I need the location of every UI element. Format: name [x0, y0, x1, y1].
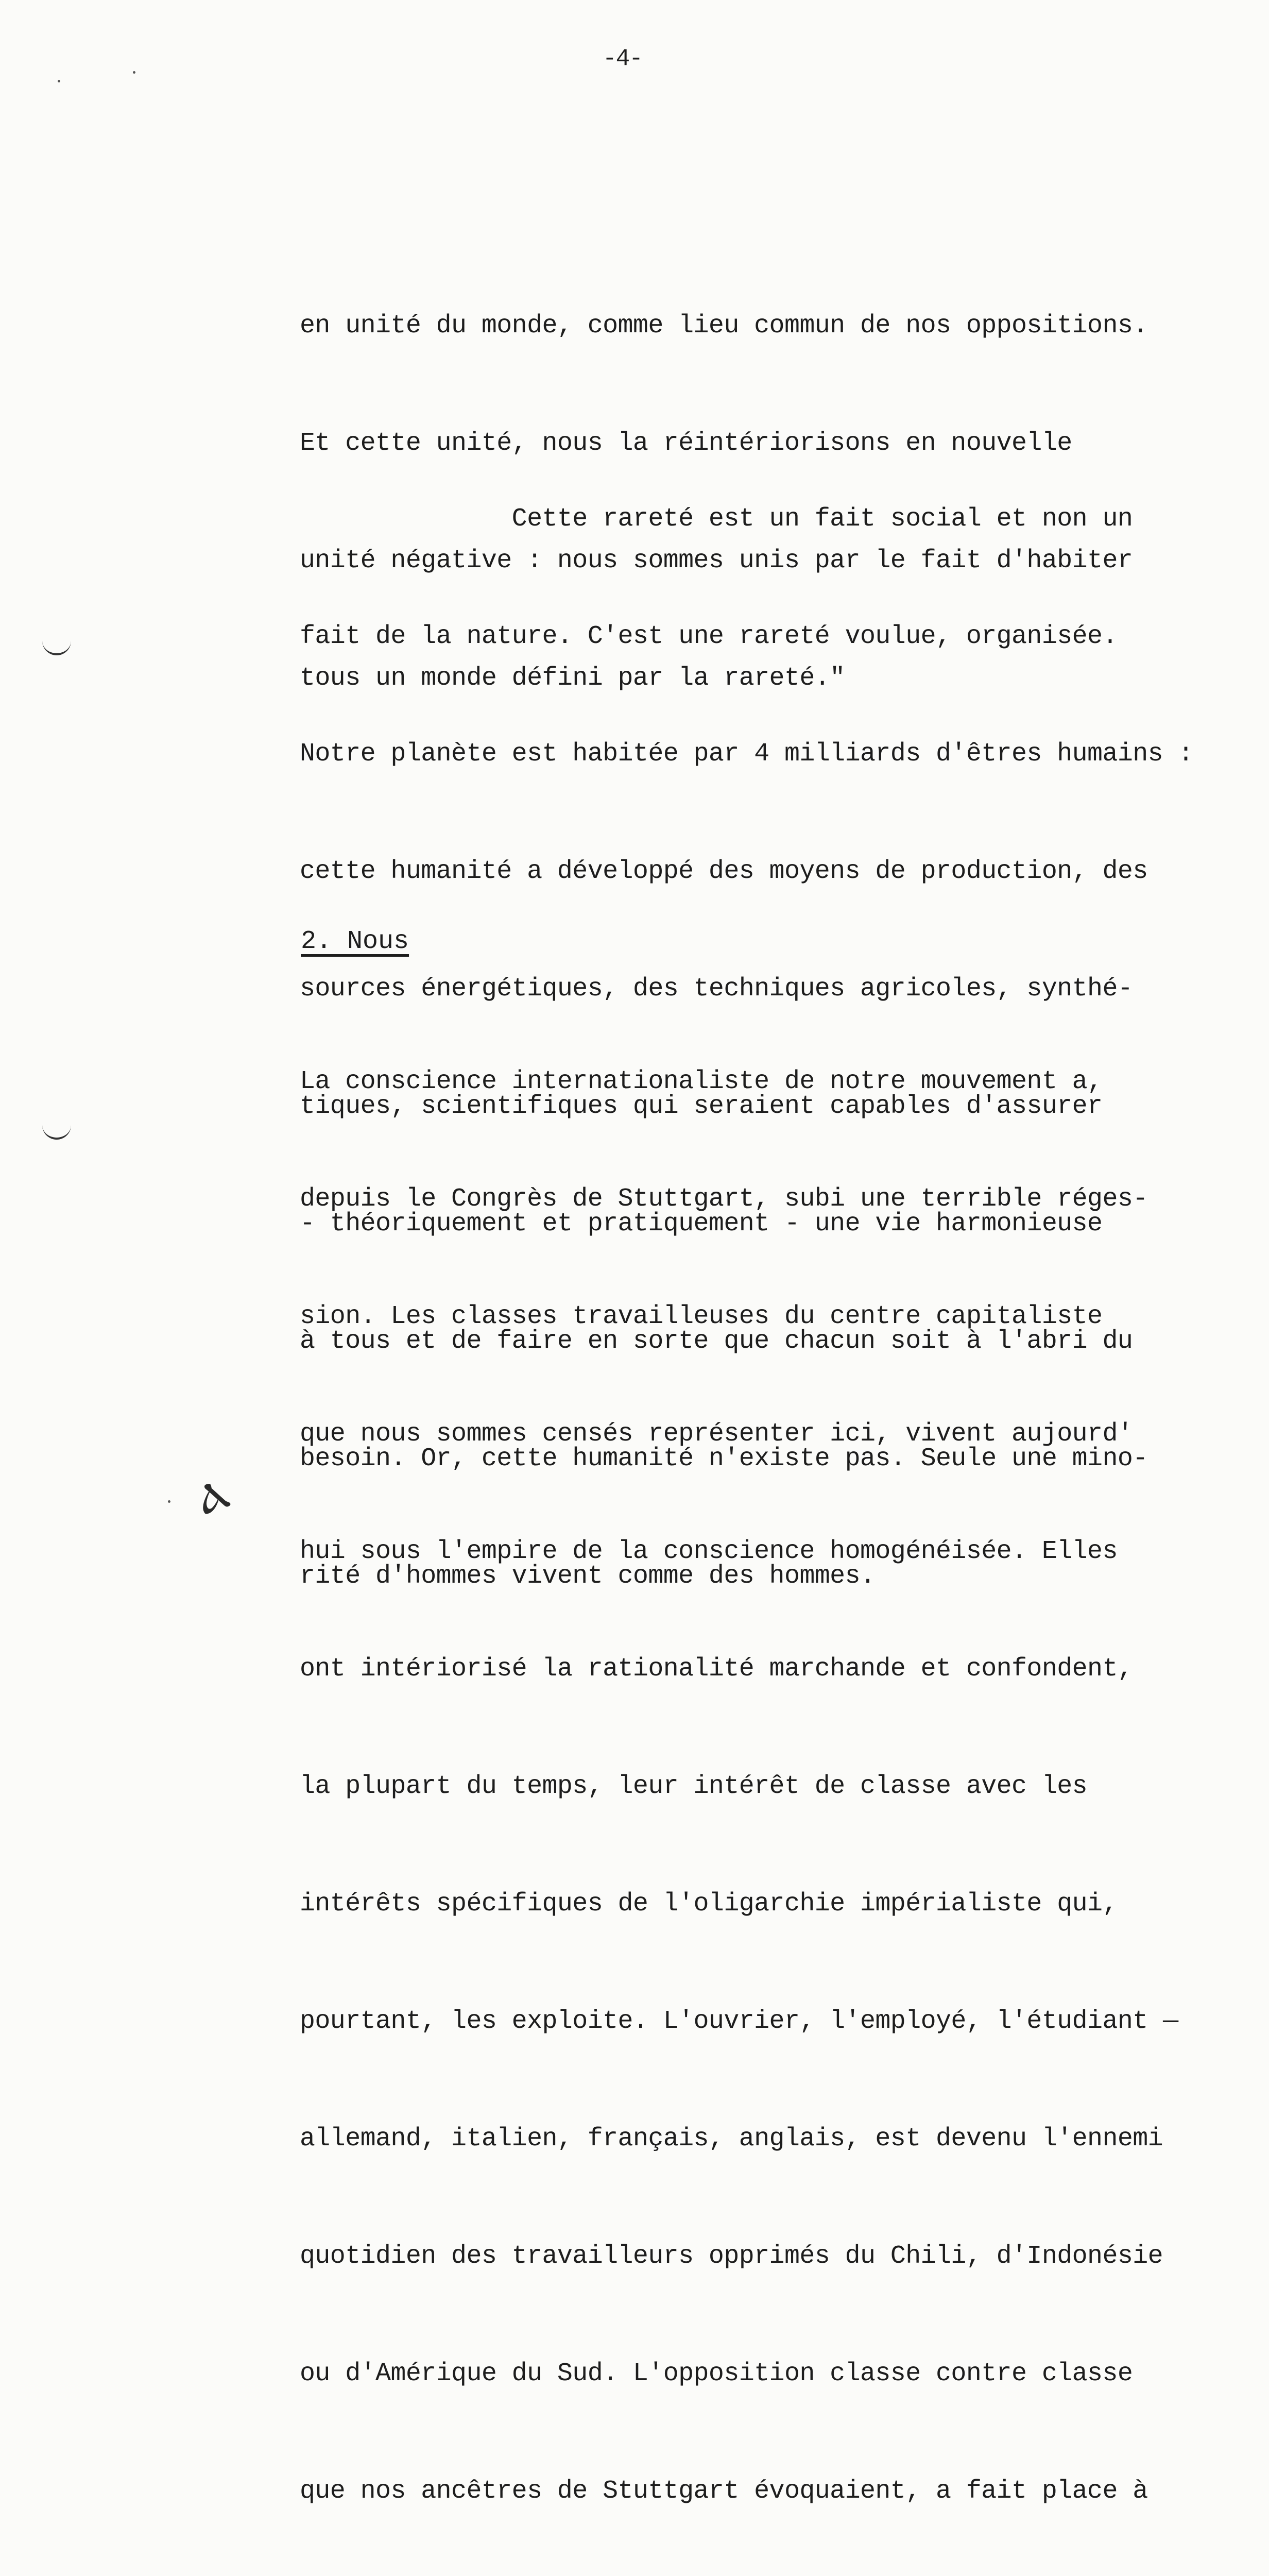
text-line: cette humanité a développé des moyens de production, des [300, 857, 1148, 886]
paragraph-3 [300, 984, 1258, 2576]
text-line: Et cette unité, nous la réintériorisons en nouvelle [300, 429, 1072, 458]
text-line: tous un monde défini par la rareté." [300, 664, 845, 693]
section-heading: 2. Nous [301, 927, 409, 956]
page-number: -4- [603, 45, 642, 72]
text-line: ont intériorisé la rationalité marchande et confondent, [300, 1654, 1133, 1684]
margin-arc-mark [42, 1123, 71, 1140]
text-line: tiques, scientifiques qui seraient capables d'assurer [300, 1092, 1103, 1121]
text-line: - théoriquement et pratiquement - une vie harmonieuse [300, 1209, 1103, 1239]
text-line: en unité du monde, comme lieu commun de nos oppositions. [300, 311, 1148, 341]
text-line: depuis le Congrès de Stuttgart, subi une terrible réges- [300, 1184, 1148, 1214]
text-line: ou d'Amérique du Sud. L'opposition classe contre classe [300, 2359, 1133, 2388]
text-line: que nous sommes censés représenter ici, vivent aujourd' [300, 1419, 1133, 1449]
text-line: besoin. Or, cette humanité n'existe pas. Seule une mino- [300, 1444, 1148, 1473]
margin-sign-mark: Ⲁ [191, 1468, 235, 1524]
text-line: hui sous l'empire de la conscience homogénéisée. Elles [300, 1537, 1118, 1566]
text-line: que nos ancêtres de Stuttgart évoquaient, a fait place à [300, 2477, 1148, 2506]
speck [133, 71, 135, 74]
margin-arc-mark [42, 639, 71, 655]
text-line: à tous et de faire en sorte que chacun soit à l'abri du [300, 1327, 1133, 1356]
text-line: unité négative : nous sommes unis par le fait d'habiter [300, 546, 1133, 575]
text-line: pourtant, les exploite. L'ouvrier, l'employé, l'étudiant — [300, 2007, 1178, 2036]
speck [168, 1500, 170, 1503]
speck [58, 80, 60, 82]
text-line: sion. Les classes travailleuses du centre capitaliste [300, 1302, 1103, 1331]
text-line: intérêts spécifiques de l'oligarchie impérialiste qui, [300, 1889, 1118, 1919]
text-line: fait de la nature. C'est une rareté voulue, organisée. [300, 622, 1118, 651]
text-line: sources énergétiques, des techniques agricoles, synthé- [300, 974, 1133, 1004]
text-line: Notre planète est habitée par 4 milliards d'êtres humains : [300, 739, 1193, 769]
text-line: la plupart du temps, leur intérêt de classe avec les [300, 1772, 1088, 1801]
text-line: Cette rareté est un fait social et non un [300, 504, 1133, 534]
text-line: rité d'hommes vivent comme des hommes. [300, 1562, 876, 1591]
text-line: La conscience internationaliste de notre mouvement a, [300, 1067, 1103, 1096]
text-line: quotidien des travailleurs opprimés du Chili, d'Indonésie [300, 2242, 1163, 2271]
text-line: allemand, italien, français, anglais, est devenu l'ennemi [300, 2124, 1163, 2154]
